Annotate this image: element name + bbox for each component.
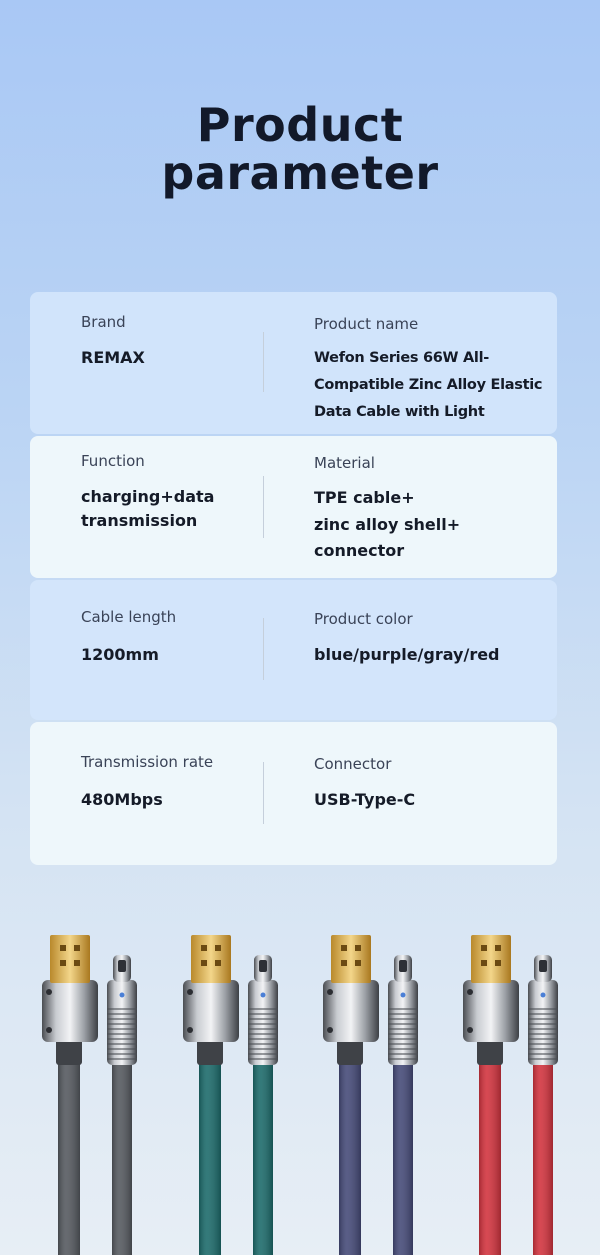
cable-pair-red (463, 935, 558, 1255)
brand-label: Brand (81, 313, 126, 331)
usb-a-plug (471, 935, 511, 983)
function-value (81, 485, 214, 533)
brand-value: REMAX (81, 348, 145, 367)
product-name-value (314, 345, 542, 426)
usb-a-plug (331, 935, 371, 983)
connector-label: Connector (314, 755, 392, 773)
cable-pair-purple (323, 935, 418, 1255)
cable-pair-green (183, 935, 278, 1255)
param-card-transmission (30, 722, 557, 865)
usb-a-housing (183, 980, 239, 1042)
cable-pair-gray (42, 935, 137, 1255)
material-value (314, 485, 460, 565)
cables-illustration (0, 920, 600, 1255)
product-name-label: Product name (314, 315, 419, 333)
material-line: zinc alloy shell+ (314, 514, 461, 534)
product-name-line: Compatible Zinc Alloy Elastic (314, 377, 543, 393)
param-card-function (30, 436, 557, 578)
product-color-label: Product color (314, 610, 413, 628)
card-divider (263, 332, 264, 392)
material-label: Material (314, 454, 375, 472)
function-label: Function (81, 452, 145, 470)
product-color-value: blue/purple/gray/red (314, 645, 500, 664)
usb-a-housing (323, 980, 379, 1042)
product-name-line: Wefon Series 66W All- (314, 350, 489, 366)
material-line: TPE cable+ (314, 488, 415, 507)
usb-a-plug (50, 935, 90, 983)
card-divider (263, 476, 264, 538)
card-divider (263, 762, 264, 824)
connector-value: USB-Type-C (314, 790, 416, 809)
function-line: transmission (81, 511, 198, 530)
transmission-rate-value: 480Mbps (81, 790, 163, 809)
cable-length-label: Cable length (81, 608, 177, 626)
material-line: connector (314, 541, 405, 560)
cable-length-value: 1200mm (81, 645, 159, 664)
usb-a-plug (191, 935, 231, 983)
param-card-brand (30, 292, 557, 434)
card-divider (263, 618, 264, 680)
product-name-line: Data Cable with Light (314, 404, 485, 420)
title-line-1: Product (196, 98, 404, 152)
usb-a-housing (42, 980, 98, 1042)
param-card-cable-length (30, 580, 557, 720)
function-line: charging+data (81, 487, 215, 506)
title-line-2: parameter (161, 146, 439, 200)
usb-a-housing (463, 980, 519, 1042)
transmission-rate-label: Transmission rate (81, 753, 214, 771)
